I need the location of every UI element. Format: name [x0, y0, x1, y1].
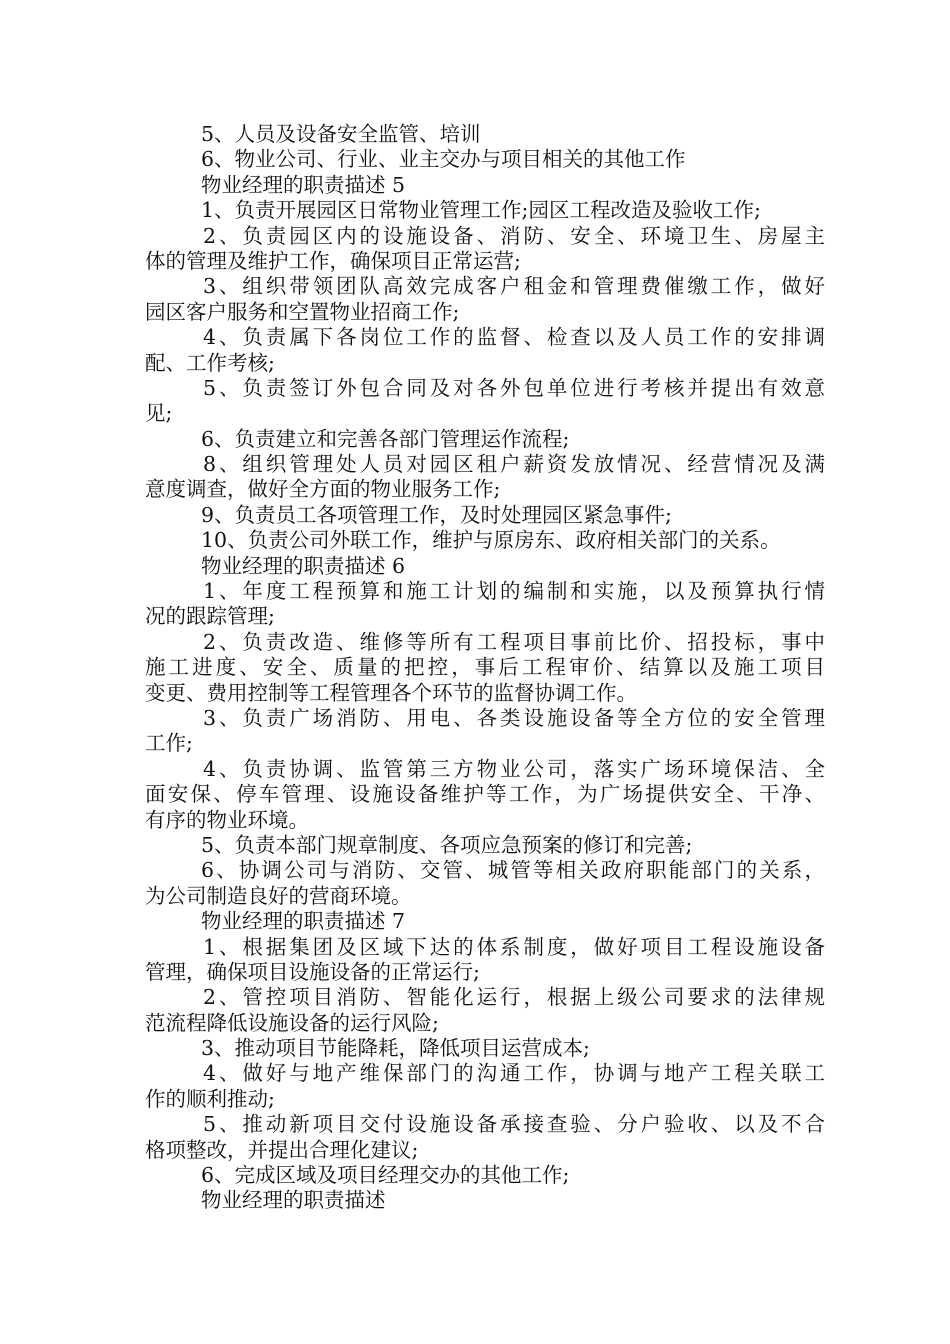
text-line: 5、负责签订外包合同及对各外包单位进行考核并提出有效意	[203, 375, 825, 400]
text-line: 变更、费用控制等工程管理各个环节的监督协调工作。	[145, 680, 637, 705]
text-line: 2、管控项目消防、智能化运行，根据上级公司要求的法律规	[203, 985, 825, 1010]
text-line: 见;	[145, 401, 173, 426]
text-line: 1、年度工程预算和施工计划的编制和实施，以及预算执行情	[203, 579, 825, 604]
text-line: 2、负责改造、维修等所有工程项目事前比价、招投标，事中	[203, 629, 825, 654]
section-heading: 物业经理的职责描述 7	[201, 909, 406, 934]
text-line: 况的跟踪管理;	[145, 604, 275, 629]
text-line: 面安保、停车管理、设施设备维护等工作，为广场提供安全、干净、	[145, 782, 825, 807]
text-line: 范流程降低设施设备的运行风险;	[145, 1010, 439, 1035]
text-line: 8、组织管理处人员对园区租户薪资发放情况、经营情况及满	[203, 452, 825, 477]
text-line: 有序的物业环境。	[145, 807, 309, 832]
text-line: 1、根据集团及区域下达的体系制度，做好项目工程设施设备	[203, 934, 825, 959]
text-line: 5、推动新项目交付设施设备承接查验、分户验收、以及不合	[203, 1112, 825, 1137]
text-line: 为公司制造良好的营商环境。	[145, 883, 412, 908]
text-line: 体的管理及维护工作，确保项目正常运营;	[145, 248, 521, 273]
text-line: 格项整改，并提出合理化建议;	[145, 1137, 419, 1162]
text-line: 5、负责本部门规章制度、各项应急预案的修订和完善;	[201, 832, 693, 857]
text-line: 3、负责广场消防、用电、各类设施设备等全方位的安全管理	[203, 705, 825, 730]
text-line: 9、负责员工各项管理工作，及时处理园区紧急事件;	[201, 502, 672, 527]
text-line: 工作;	[145, 731, 193, 756]
text-line: 配、工作考核;	[145, 350, 275, 375]
section-heading: 物业经理的职责描述 5	[201, 172, 406, 197]
text-line: 意度调查，做好全方面的物业服务工作;	[145, 477, 501, 502]
text-line: 5、人员及设备安全监管、培训	[201, 122, 481, 146]
text-line: 3、推动项目节能降耗，降低项目运营成本;	[201, 1036, 590, 1061]
text-line: 作的顺利推动;	[145, 1086, 275, 1111]
text-line: 10、负责公司外联工作，维护与原房东、政府相关部门的关系。	[201, 528, 781, 553]
text-line: 4、负责协调、监管第三方物业公司，落实广场环境保洁、全	[203, 756, 825, 781]
text-line: 3、组织带领团队高效完成客户租金和管理费催缴工作，做好	[203, 274, 825, 299]
section-heading: 物业经理的职责描述	[201, 1188, 386, 1213]
text-line: 6、协调公司与消防、交管、城管等相关政府职能部门的关系，	[201, 858, 825, 883]
text-line: 施工进度、安全、质量的把控，事后工程审价、结算以及施工项目	[145, 655, 825, 680]
text-line: 4、负责属下各岗位工作的监督、检查以及人员工作的安排调	[203, 325, 825, 350]
document-body	[145, 122, 825, 1214]
section-heading: 物业经理的职责描述 6	[201, 553, 406, 578]
text-line: 园区客户服务和空置物业招商工作;	[145, 299, 460, 324]
text-line: 6、完成区域及项目经理交办的其他工作;	[201, 1163, 570, 1188]
text-line: 管理，确保项目设施设备的正常运行;	[145, 959, 480, 984]
text-line: 6、负责建立和完善各部门管理运作流程;	[201, 426, 570, 451]
text-line: 4、做好与地产维保部门的沟通工作，协调与地产工程关联工	[203, 1061, 825, 1086]
text-line: 6、物业公司、行业、业主交办与项目相关的其他工作	[201, 147, 686, 172]
text-line: 1、负责开展园区日常物业管理工作;园区工程改造及验收工作;	[201, 198, 761, 223]
text-line: 2、负责园区内的设施设备、消防、安全、环境卫生、房屋主	[203, 223, 825, 248]
